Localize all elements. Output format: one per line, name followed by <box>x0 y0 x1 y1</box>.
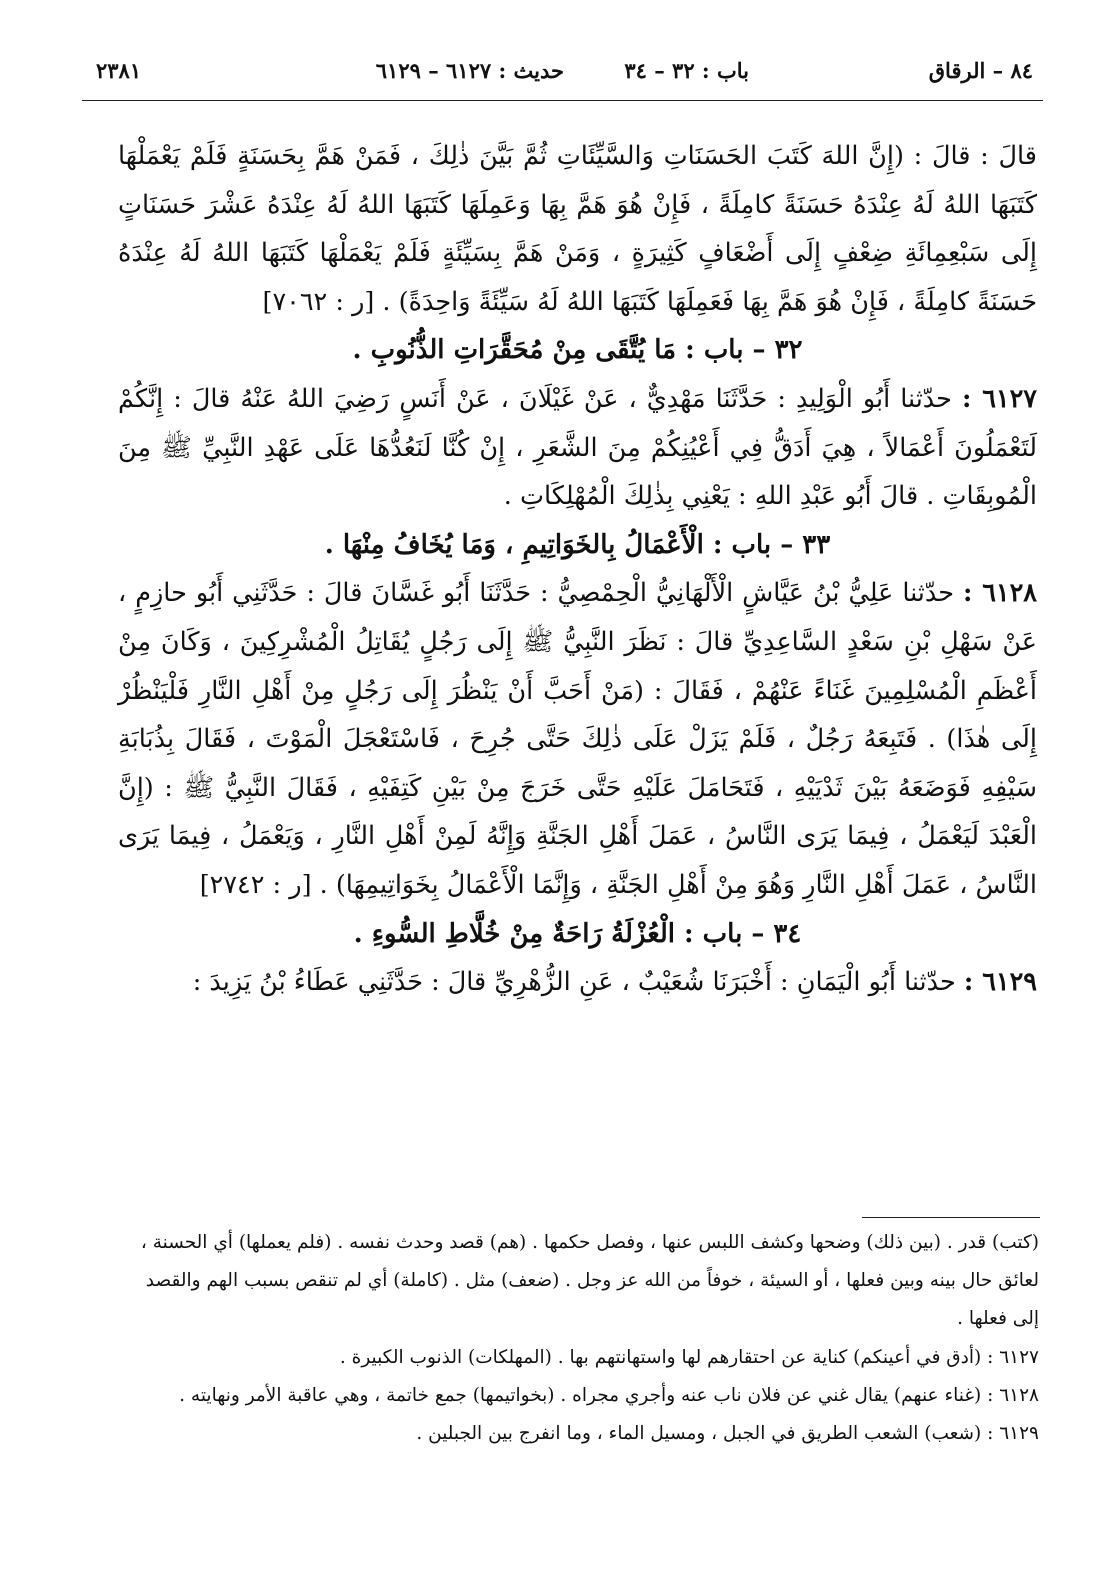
bab-34-heading: ٣٤ – باب : الْعُزْلَةُ رَاحَةٌ مِنْ خُلَّاطِ السُّوءِ . <box>353 918 802 949</box>
header-chapter: ٨٤ – الرقاق <box>928 58 1033 83</box>
hadith-text: حدّثنا أَبُو الْوَلِيدِ : حَدَّثَنَا مَهْدِيٌّ ، عَنْ غَيْلَانَ ، عَنْ أَنَسٍ رَضِيَ اللهُ عَنْهُ قالَ : إِنَّكُمْ لَتَعْمَلُونَ أَعْمَالاً ، هِيَ أَدَقُّ فِي أَعْيُنِكُمْ مِنَ الشَّعَرِ ، إِنْ كُنَّا لَنَعُدُّهَا عَلَى عَهْدِ النَّبِيِّ ﷺ مِنَ الْمُوبِقَاتِ . قالَ أَبُو عَبْدِ اللهِ : يَعْنِي بِذٰلِكَ الْمُهْلِكَاتِ . <box>118 383 1037 512</box>
page-number: ٢٣٨١ <box>96 58 142 83</box>
hadith-text: حدّثنا عَلِيُّ بْنُ عَيَّاشٍ الْأَلْهَانِيُّ الْحِمْصِيُّ : حَدَّثَنَا أَبُو غَسَّانَ قالَ : حَدَّثَنِي أَبُو حازِمٍ ، عَنْ سَهْلِ بْنِ سَعْدٍ السَّاعِدِيِّ قالَ : نَظَرَ النَّبِيُّ ﷺ إِلَى رَجُلٍ يُقَاتِلُ الْمُشْرِكِينَ ، وَكَانَ مِنْ أَعْظَمِ الْمُسْلِمِينَ غَنَاءً عَنْهُمْ ، فَقَالَ : (مَنْ أَحَبَّ أَنْ يَنْظُرَ إِلَى رَجُلٍ مِنْ أَهْلِ النَّارِ فَلْيَنْظُرْ إِلَى هٰذَا) . فَتَبِعَهُ رَجُلٌ ، فَلَمْ يَزَلْ عَلَى ذٰلِكَ حَتَّى جُرِحَ ، فَاسْتَعْجَلَ الْمَوْتَ ، فَقَالَ بِذُبَابَةِ سَيْفِهِ فَوَضَعَهُ بَيْنَ ثَدْيَيْهِ ، فَتَحَامَلَ عَلَيْهِ حَتَّى خَرَجَ مِنْ بَيْنِ كَتِفَيْهِ ، فَقَالَ النَّبِيُّ ﷺ : (إِنَّ الْعَبْدَ لَيَعْمَلُ ، فِيمَا يَرَى النَّاسُ ، عَمَلَ أَهْلِ الجَنَّةِ وَإِنَّهُ لَمِنْ أَهْلِ النَّارِ ، وَيَعْمَلُ ، فِيمَا يَرَى النَّاسُ ، عَمَلَ أَهْلِ النَّارِ وَهُوَ مِنْ أَهْلِ الجَنَّةِ ، وَإِنَّمَا الْأَعْمَالُ بِخَوَاتِيمِهَا) . [ر : ٢٧٤٢] <box>118 578 1037 900</box>
footnotes <box>118 1224 1039 1453</box>
main-text <box>118 132 1037 1007</box>
hadith-6129 <box>118 958 1037 1007</box>
header-hadith-range: حديث : ٦١٢٧ – ٦١٢٩ <box>375 58 564 83</box>
hadith-6127 <box>118 375 1037 521</box>
hadith-number: ٦١٢٩ : <box>963 967 1037 998</box>
hadith-text: حدّثنا أَبُو الْيَمَانِ : أَخْبَرَنَا شُعَيْبٌ ، عَنِ الزُّهْرِيِّ قالَ : حَدَّثَنِي عَطَاءُ بْنُ يَزِيدَ : <box>192 967 956 998</box>
running-header <box>90 58 1039 94</box>
header-divider <box>82 100 1043 101</box>
footnote-item: (كتب) قدر . (بين ذلك) وضحها وكشف اللبس عنها ، وفصل حكمها . (هم) قصد وحدث نفسه . (فلم يعملها) أي الحسنة ، لعائق حال بينه وبين فعلها ، أو السيئة ، خوفاً من الله عز وجل . (ضعف) مثل . (كاملة) أي لم تنقص بسبب الهم والقصد إلى فعلها . <box>140 1232 1039 1330</box>
hadith-continuation: قالَ : قالَ : (إِنَّ اللهَ كَتَبَ الحَسَنَاتِ وَالسَّيِّئَاتِ ثُمَّ بَيَّنَ ذٰلِكَ ، فَمَنْ هَمَّ بِحَسَنَةٍ فَلَمْ يَعْمَلْهَا كَتَبَهَا اللهُ لَهُ عِنْدَهُ حَسَنَةً كامِلَةً ، فَإِنْ هُوَ هَمَّ بِهَا وَعَمِلَهَا كَتَبَهَا اللهُ لَهُ عِنْدَهُ عَشْرَ حَسَنَاتٍ إِلَى سَبْعِمِائَةِ ضِعْفٍ إِلَى أَضْعَافٍ كَثِيرَةٍ ، وَمَنْ هَمَّ بِسَيِّئَةٍ فَلَمْ يَعْمَلْهَا كَتَبَهَا اللهُ لَهُ عِنْدَهُ حَسَنَةً كامِلَةً ، فَإِنْ هُوَ هَمَّ بِهَا فَعَمِلَهَا كَتَبَهَا اللهُ لَهُ سَيِّئَةً وَاحِدَةً) . [ر : ٧٠٦٢] <box>118 141 1037 317</box>
footnote-item: ٦١٢٨ : (غناء عنهم) يقال غني عن فلان ناب عنه وأجري مجراه . (بخواتيمها) جمع خاتمة ، وهي عاقبة الأمر ونهايته . <box>179 1384 1039 1406</box>
footnote-divider <box>862 1217 1040 1218</box>
hadith-6128 <box>118 569 1037 909</box>
footnote-item: ٦١٢٩ : (شعب) الشعب الطريق في الجبل ، ومسيل الماء ، وما انفرج بين الجبلين . <box>416 1423 1039 1445</box>
hadith-number: ٦١٢٧ : <box>961 383 1037 414</box>
header-bab-range: باب : ٣٢ – ٣٤ <box>624 58 749 83</box>
bab-32-heading: ٣٢ – باب : مَا يُتَّقَى مِنْ مُحَقَّرَاتِ الذُّنُوبِ . <box>352 335 803 366</box>
bab-33-heading: ٣٣ – باب : الْأَعْمَالُ بِالخَوَاتِيمِ ، وَمَا يُخَافُ مِنْهَا . <box>324 529 831 560</box>
footnote-item: ٦١٢٧ : (أدق في أعينكم) كناية عن احتقارهم لها واستهانتهم بها . (المهلكات) الذنوب الكبيرة . <box>339 1346 1039 1368</box>
hadith-number: ٦١٢٨ : <box>963 578 1037 609</box>
